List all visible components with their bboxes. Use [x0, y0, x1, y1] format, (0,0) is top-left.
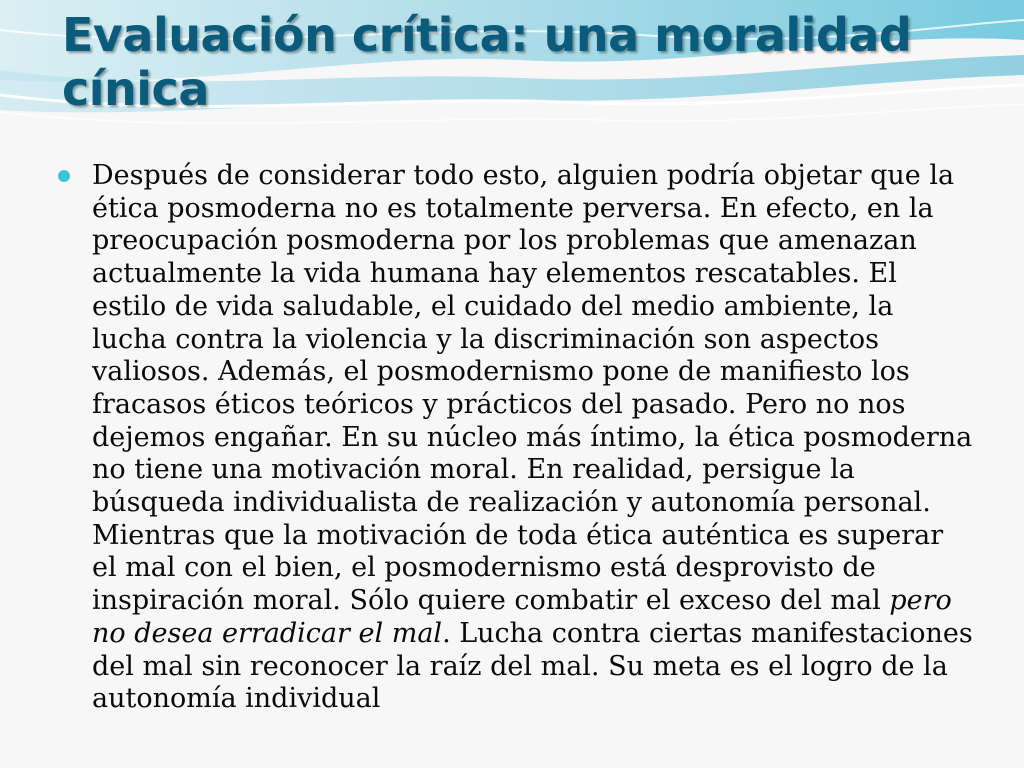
slide-title-line-2: cínica — [62, 62, 209, 117]
bullet-item — [56, 160, 976, 716]
slide-title-line-1: Evaluación crítica: una moralidad — [62, 8, 912, 62]
bullet-dot-icon — [58, 170, 70, 182]
bullet-text-before: Después de considerar todo esto, alguien podría objetar que la ética posmoderna no es totalmente perversa. En efecto, en la preocupación posmoderna por los problemas que amenazan actualmente la vida humana hay elementos rescatables. El estilo de vida saludable, el cuidado del medio ambiente, la lucha contra la violencia y la discriminación son aspectos valiosos. Además, el posmodernismo pone de manifiesto los fracasos éticos teóricos y prácticos del pasado. Pero no nos dejemos engañar. En su núcleo más íntimo, la ética posmoderna no tiene una motivación moral. En realidad, persigue la búsqueda individualista de realización y autonomía personal. Mientras que la motivación de toda ética auténtica es superar el mal con el bien, el posmodernismo está desprovisto de inspiración moral. Sólo quiere combatir el exceso del mal — [92, 160, 973, 617]
bullet-list — [56, 160, 976, 716]
bullet-text-italic: pero no desea erradicar el mal — [92, 585, 952, 649]
bullet-text-after: . Lucha contra ciertas manifestaciones del mal sin reconocer la raíz del mal. Su meta es el logro de la autonomía individual — [92, 617, 973, 715]
slide-title — [62, 8, 1002, 117]
